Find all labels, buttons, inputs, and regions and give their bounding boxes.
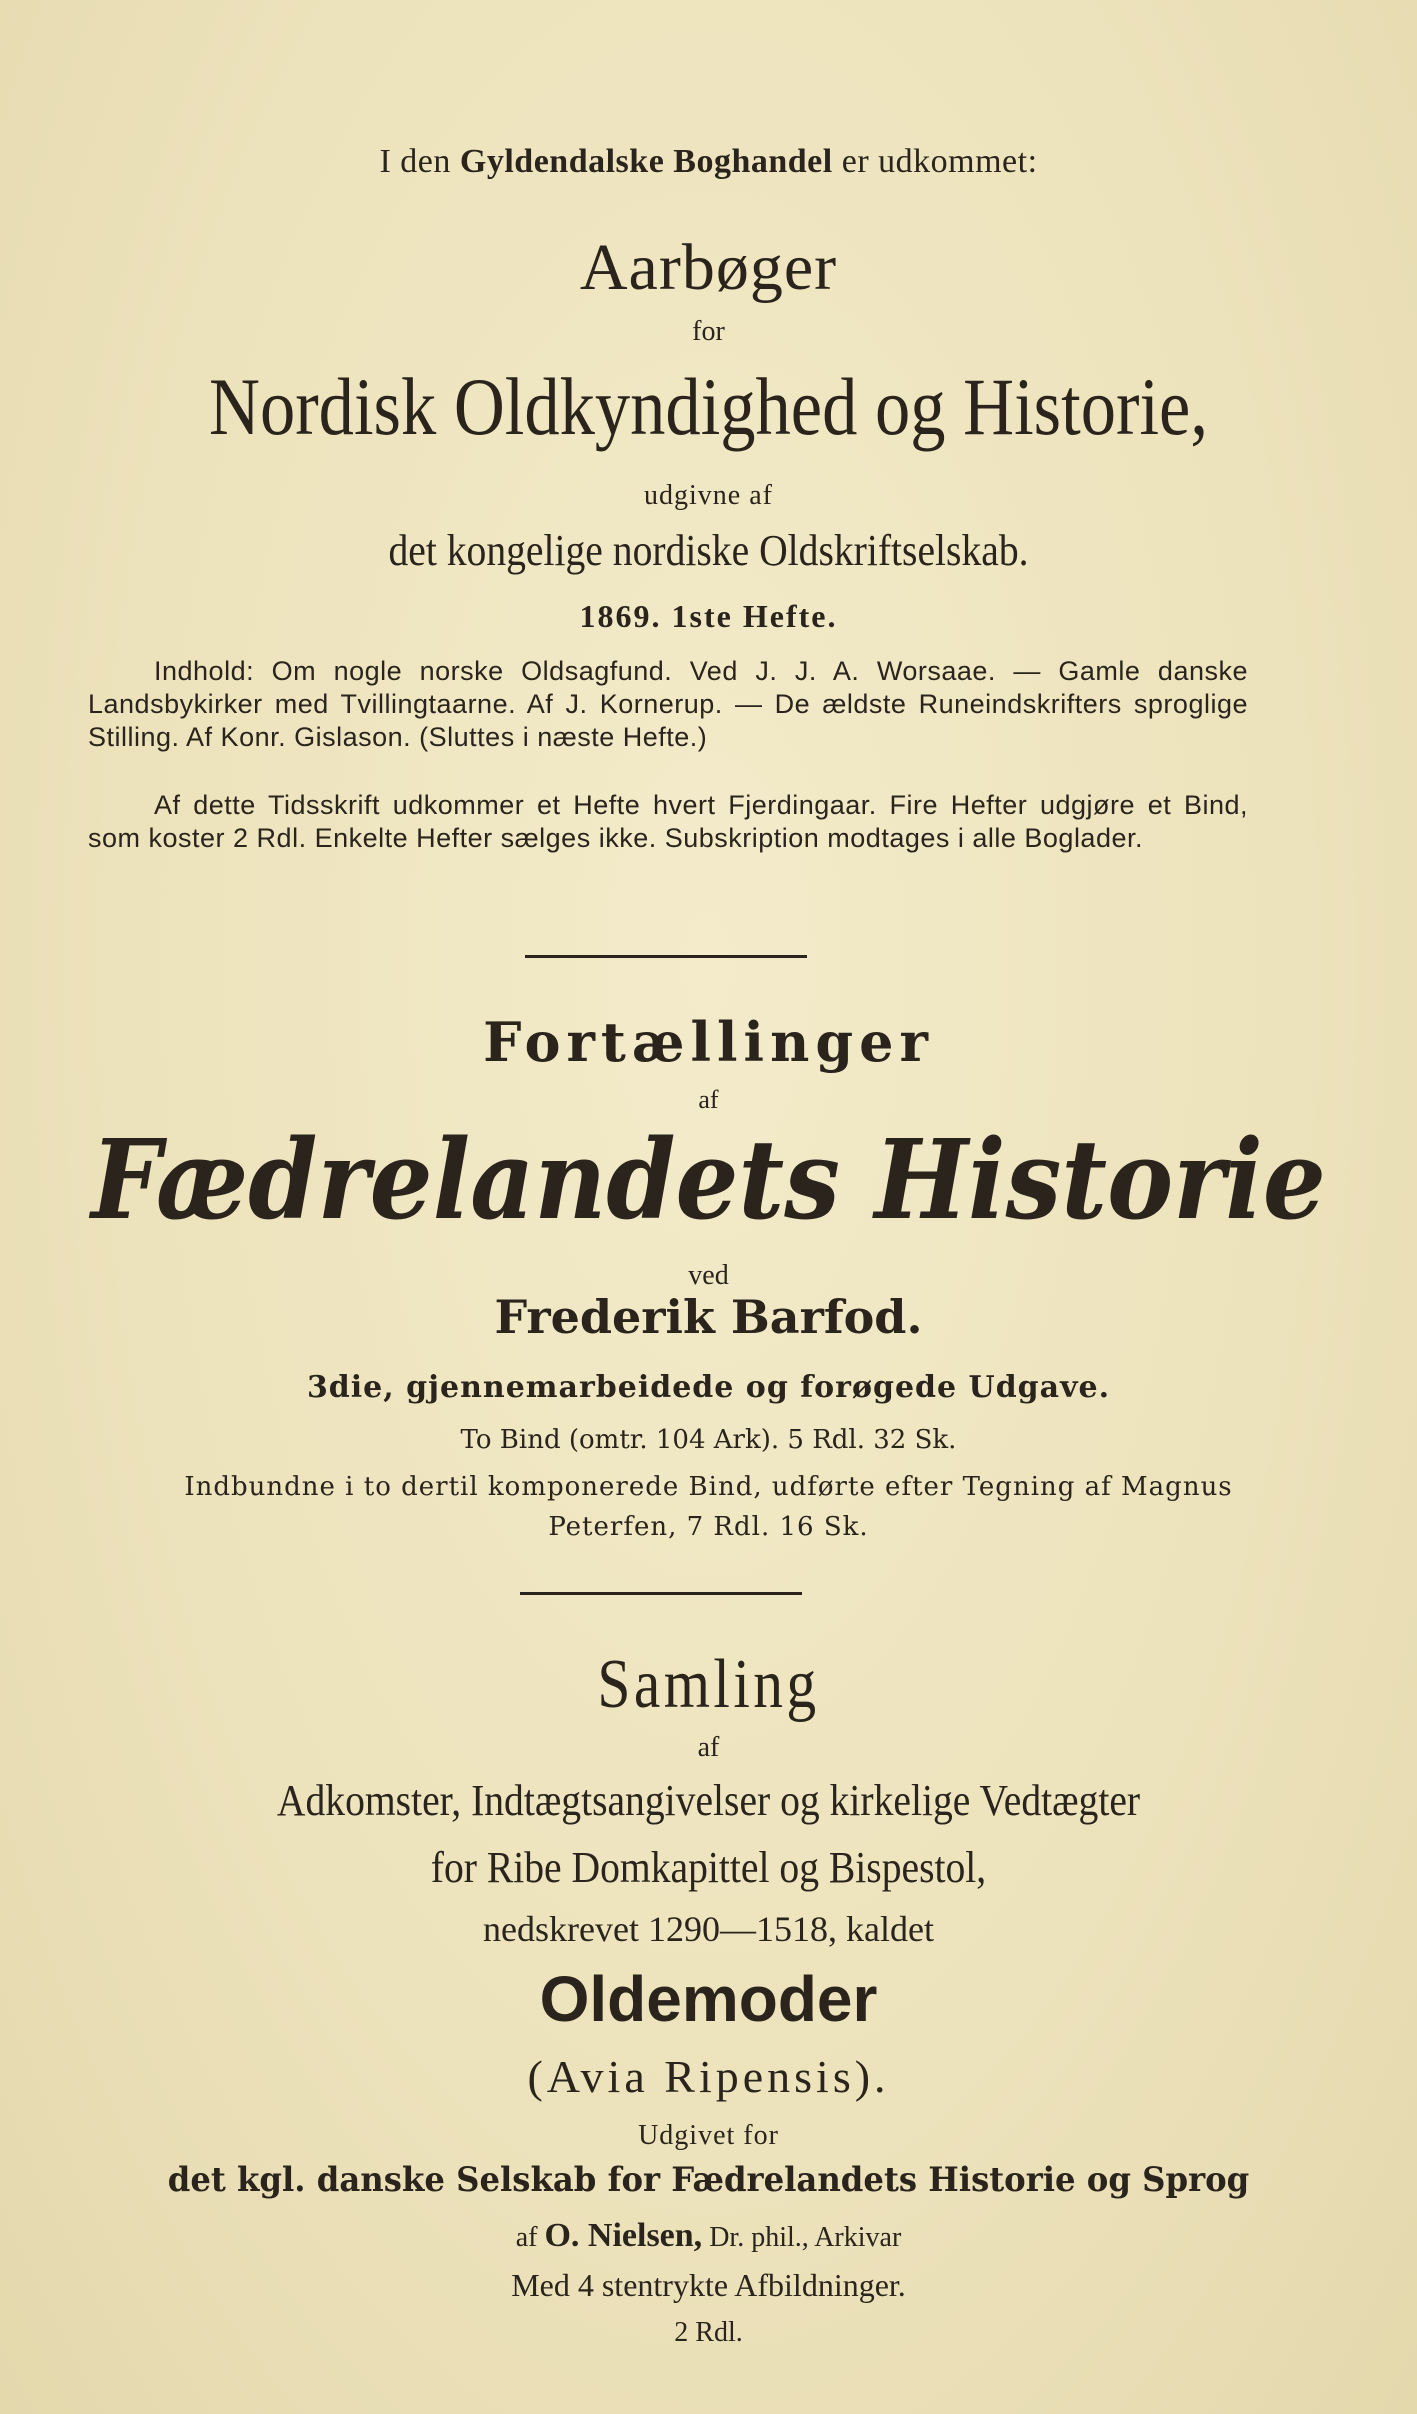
avia-ripensis: (Avia Ripensis). [527,2051,890,2102]
udgivne-af: udgivne af [644,480,773,511]
price-line: To Bind (omtr. 104 Ark). 5 Rdl. 32 Sk. [460,1425,957,1455]
aarboger-subtitle: Nordisk Oldkyndighed og Historie, [209,361,1208,452]
aarboger-for: for [692,316,725,347]
edition-line: 3die, gjennemarbeidede og forøgede Udgave. [306,1370,1111,1405]
samling-title: Samling [597,1646,820,1723]
bound-line-1: Indbundne i to dertil komponerede Bind, udførte efter Tegning af Magnus [184,1472,1233,1502]
intro-line [0,143,1417,181]
fortaellinger-title: Fortællinger [483,1010,934,1074]
publisher-name: Gyldendalske Boghandel [459,143,833,180]
selskab-line: det kgl. danske Selskab for Fædrelandets Historie og Sprog [167,2160,1250,2200]
editor-title: Dr. phil., Arkivar [702,2222,902,2253]
divider-rule [525,955,807,958]
samling-line-2: for Ribe Domkapittel og Bispestol, [430,1843,987,1892]
editor-af: af [515,2222,545,2253]
editor-line [0,2217,1417,2255]
divider-rule [520,1592,802,1595]
aarboger-title: Aarbøger [579,231,838,304]
bound-line-2: Peterfen, 7 Rdl. 16 Sk. [548,1512,869,1542]
intro-prefix: I den [379,143,460,180]
society-name: det kongelige nordiske Oldskriftselskab. [388,526,1029,575]
udgivet-for: Udgivet for [638,2120,779,2151]
ved-label: ved [688,1260,729,1291]
intro-suffix: er udkommet: [832,143,1038,180]
samling-price: 2 Rdl. [674,2317,743,2348]
fortaellinger-af: af [698,1085,719,1114]
subscription-paragraph: Af dette Tidsskrift udkommer et Hefte hvert Fjerdingaar. Fire Hefter udgjøre et Bind, som koster 2 Rdl. Enkelte Hefter sælges ikke. Subskription modtages i alle Boglader. [88,790,1248,853]
faedrelandets-title: Fædrelandets Historie [91,1115,1326,1244]
issue-label: 1869. 1ste Hefte. [579,598,838,634]
contents-paragraph: Indhold: Om nogle norske Oldsagfund. Ved J. J. A. Worsaae. — Gamle danske Landsbykirker med Tvillingtaarne. Af J. Kornerup. — De ældste Runeindskrifters sproglige Stilling. Af Konr. Gislason. (Sluttes i næste Hefte.) [88,656,1248,752]
author-name: Frederik Barfod. [494,1290,923,1344]
oldemoder-title: Oldemoder [539,1963,878,2035]
samling-line-1: Adkomster, Indtægtsangivelser og kirkelige Vedtægter [276,1776,1141,1825]
samling-line-3: nedskrevet 1290—1518, kaldet [483,1909,934,1949]
samling-af: af [697,1732,720,1763]
editor-name: O. Nielsen, [544,2217,703,2254]
illustrations-line: Med 4 stentrykte Afbildninger. [511,2267,906,2303]
